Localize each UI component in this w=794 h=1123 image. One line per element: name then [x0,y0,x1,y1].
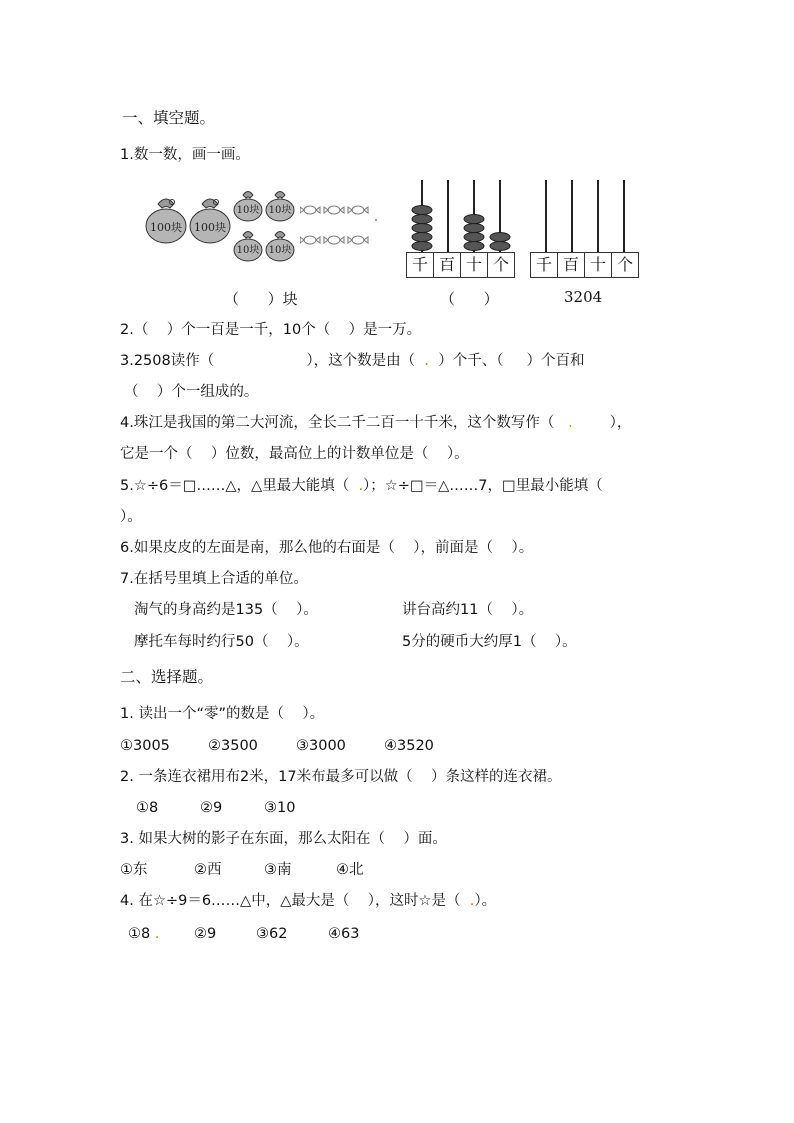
question-7-item-2: 讲台高约11（ ）。 [402,602,534,618]
place-value-box-right [530,252,639,278]
c4-dot: . [469,893,475,909]
bag-100-label: 100块 [150,221,182,234]
bag-100-label: 100块 [194,221,226,234]
question-4-line-1 [120,413,631,433]
question-1-figure [140,180,660,310]
abacus-with-beads [406,180,516,252]
choice-3-text: 3. 如果大树的影子在东面，那么太阳在（ ）面。 [120,831,447,847]
choice-4-option-1[interactable] [128,924,159,944]
choice-2-option-3[interactable]: ③10 [264,800,296,816]
q4-text-b: ）， [572,415,632,431]
choice-1-text: 1. 读出一个“零”的数是（ ）。 [120,706,325,722]
question-5-line-1 [120,476,603,496]
number-3204: 3204 [564,288,603,306]
choice-3-option-1[interactable]: ①东 [120,862,148,878]
place-thousands: 千 [531,253,558,277]
choice-1-option-1[interactable]: ①3005 [120,738,170,754]
question-4-line-2: 它是一个（ ）位数，最高位上的计数单位是（ ）。 [120,446,469,462]
c4-option-1-label: ①8 [128,926,151,942]
bag-10-label: 10块 [236,245,260,256]
place-ones: 个 [492,255,509,274]
question-6-text: 6.如果皮皮的左面是南，那么他的右面是（ ），前面是（ ）。 [120,540,534,556]
choice-1-option-4[interactable]: ④3520 [384,738,434,754]
bag-10-label: 10块 [236,205,260,216]
bag-10-label: 10块 [268,245,292,256]
question-1-text: 1.数一数，画一画。 [120,147,250,163]
money-bag-100-icon [144,192,188,244]
section-title-choice: 二、选择题。 [120,668,214,686]
choice-3-option-3[interactable]: ③南 [264,862,292,878]
place-ones: 个 [616,255,633,274]
answer-blank-abacus[interactable]: （ ） [440,290,499,308]
place-tens: 十 [461,253,488,277]
q4-text-a: 4.珠江是我国的第二大河流，全长二千二百一十千米，这个数写作（ [120,415,569,431]
choice-3-option-4[interactable]: ④北 [336,862,364,878]
money-bag-100-icon [188,192,232,244]
choice-4-option-4[interactable]: ④63 [328,926,360,942]
question-3-line-1 [120,351,585,371]
question-7-item-4: 5分的硬币大约厚1（ ）。 [402,634,577,650]
candies-icon [300,200,380,252]
choice-1-option-3[interactable]: ③3000 [296,738,346,754]
choice-4-text [120,891,496,911]
question-2-text: 2.（ ）个一百是一千，10个（ ）是一万。 [120,322,422,338]
q5-text-b: ）；☆÷□＝△……7，□里最小能填（ [363,478,603,494]
c4-text-a: 4. 在☆÷9＝6……△中，△最大是（ ），这时☆是（ [120,893,470,909]
answer-blank-money[interactable]: （ ）块 [224,290,298,308]
question-3-line-2: （ ）个一组成的。 [124,384,259,400]
q3-text-a: 3.2508读作（ ），这个数是由（ [120,353,425,369]
choice-2-option-1[interactable]: ①8 [136,800,159,816]
q3-dot: . [424,353,429,369]
q3-text-b: ）个千、（ ）个百和 [429,353,585,369]
place-value-box-left [406,252,515,278]
question-7-text: 7.在括号里填上合适的单位。 [120,571,308,587]
q5-dot: . [358,478,364,494]
c4-text-b: ）。 [474,893,497,909]
choice-4-option-3[interactable]: ③62 [256,926,288,942]
q5-text-a: 5.☆÷6＝□……△，△里最大能填（ [120,478,359,494]
place-hundreds: 百 [558,253,585,277]
place-thousands: 千 [407,253,434,277]
abacus-empty[interactable] [530,180,640,252]
place-tens: 十 [585,253,612,277]
c4-option-dot: . [154,926,160,942]
question-7-item-1: 淘气的身高约是135（ ）。 [134,602,318,618]
question-7-item-3: 摩托车每时约行50（ ）。 [134,634,309,650]
choice-2-option-2[interactable]: ②9 [200,800,223,816]
place-hundreds: 百 [434,253,461,277]
q4-dot: . [568,415,573,431]
section-title-fill-blank: 一、填空题。 [122,109,216,127]
question-5-line-2: ）。 [120,509,142,525]
bag-10-label: 10块 [268,205,292,216]
choice-2-text: 2. 一条连衣裙用布2米，17米布最多可以做（ ）条这样的连衣裙。 [120,769,562,785]
choice-1-option-2[interactable]: ②3500 [208,738,258,754]
choice-4-option-2[interactable]: ②9 [194,926,217,942]
choice-3-option-2[interactable]: ②西 [194,862,222,878]
